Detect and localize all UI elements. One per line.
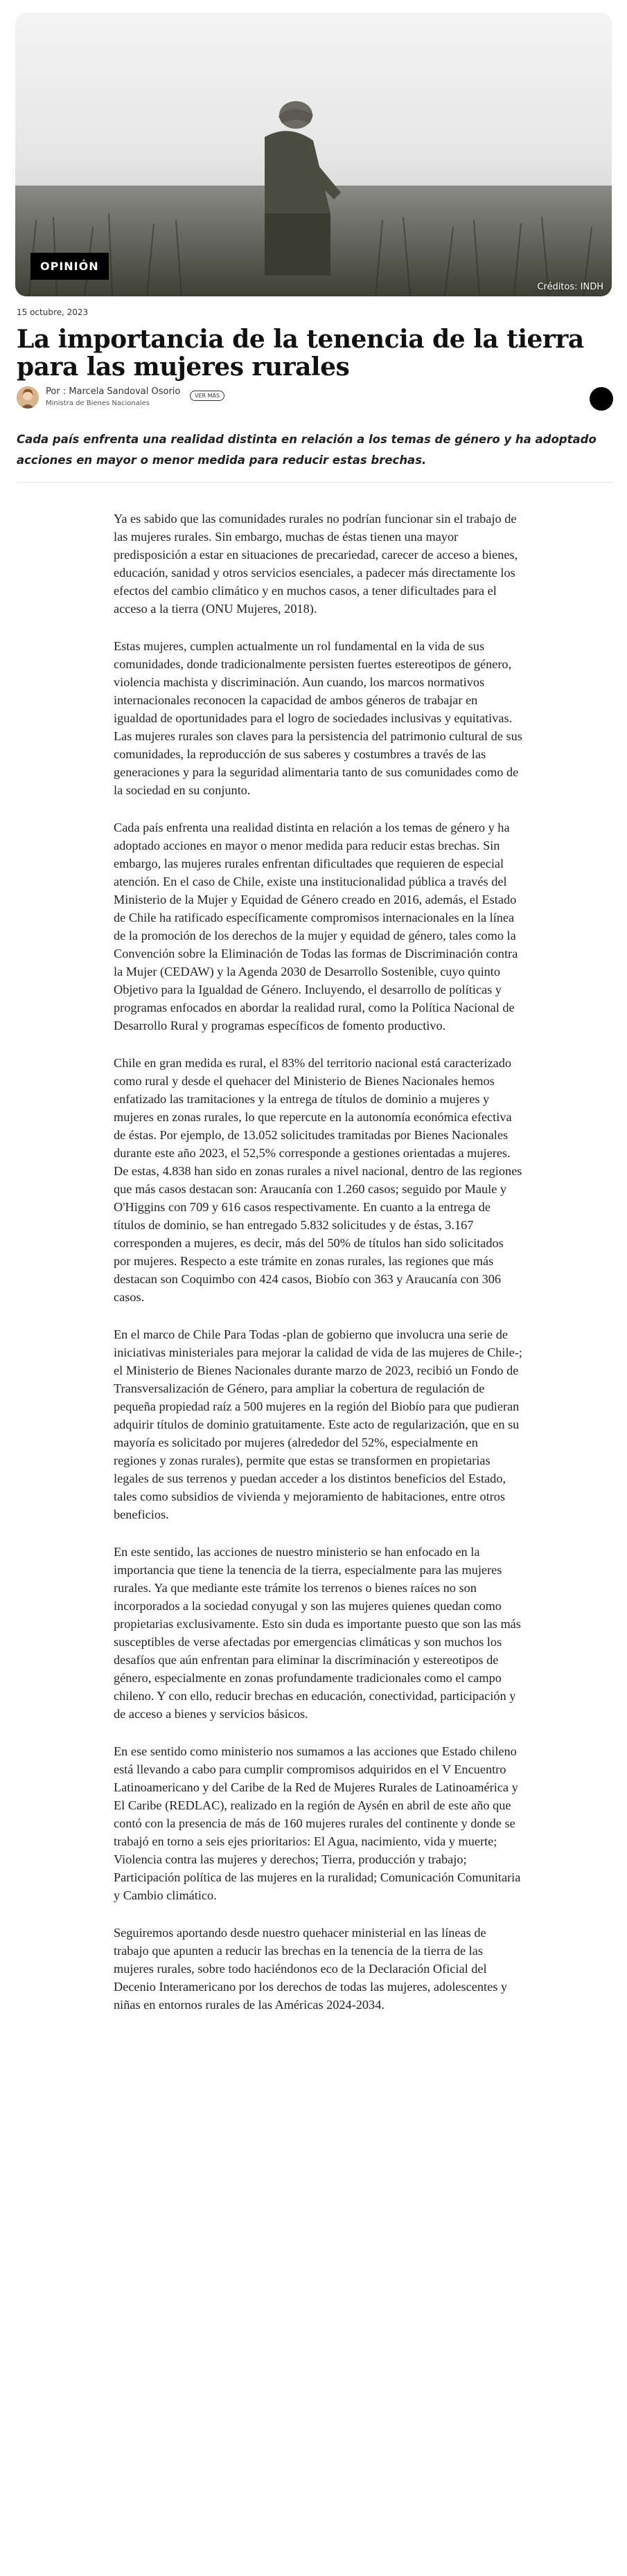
article-paragraph: Cada país enfrenta una realidad distinta en relación a los temas de género y ha adoptado acciones en mayor o menor medida para reducir estas brechas. Sin embargo, las mujeres rurales enfrentan dificultades que requieren de especial atención. En el caso de Chile, existe una institucionalidad pública a través del Ministerio de la Mujer y Equidad de Género creado en 2016, además, el Estado de Chile ha ratificado específicamente compromisos internacionales en la línea de la promoción de los derechos de la mujer y equidad de género, tales como la Convención sobre la Eliminación de Todas las formas de Discriminación contra la Mujer (CEDAW) y la Agenda 2030 de Desarrollo Sostenible, cuyo quinto Objetivo para la Igualdad de Género. Incluyendo, el desarrollo de políticas y programas enfocados en abordar la realidad rural, como la Política Nacional de Desarrollo Rural y programas específicos de fomento productivo. — [114, 821, 518, 1032]
article-paragraph: En este sentido, las acciones de nuestro ministerio se han enfocado en la importancia que tiene la tenencia de la tierra, especialmente para las mujeres rurales. Ya que mediante este trámite los terrenos o bienes raíces no son incorporados a la sociedad conyugal y son las mujeres quienes quedan como propietarias exclusivamente. Esto sin duda es importante puesto que son las más susceptibles de verse afectadas por emergencias climáticas y son muchos los desafíos que aún enfrentan para eliminar la discriminación y estereotipos de género, especialmente en zonas profundamente tradicionales como el campo chileno. Y con ello, reducir brechas en educación, conectividad, participación y de acceso a bienes y servicios básicos. — [114, 1545, 521, 1721]
see-more-button[interactable]: VER MÁS — [190, 391, 224, 401]
publish-date: 15 octubre, 2023 — [17, 307, 89, 317]
author-row — [17, 385, 613, 413]
divider — [17, 482, 613, 483]
author-info — [46, 386, 180, 407]
article-paragraph: Estas mujeres, cumplen actualmente un rol fundamental en la vida de sus comunidades, donde tradicionalmente persisten fuertes estereotipos de género, violencia machista y discriminación. Aun cuando, los marcos normativos internacionales reconocen la capacidad de ambos géneros de trabajar en igualdad de oportunidades para el logro de sociedades inclusivas y equitativas. Las mujeres rurales son claves para la persistencia del patrimonio cultural de sus comunidades, la reproducción de sus saberes y costumbres a través de las generaciones y para la seguridad alimentaria tanto de sus comunidades como de la sociedad en su conjunto. — [114, 639, 522, 797]
category-badge[interactable]: OPINIÓN — [30, 253, 109, 280]
hero-image — [15, 12, 612, 296]
author-role: Ministra de Bienes Nacionales — [46, 400, 150, 407]
article-body — [114, 510, 522, 2033]
article-paragraph: Chile en gran medida es rural, el 83% del territorio nacional está caracterizado como rural y desde el quehacer del Ministerio de Bienes Nacionales hemos enfatizado las tramitaciones y la entrega de títulos de dominio a mujeres y mujeres en zonas rurales, lo que repercute en la autonomía económica efectiva de éstas. Por ejemplo, de 13.052 solicitudes tramitadas por Bienes Nacionales durante este año 2023, el 52,5% corresponde a gestiones orientadas a mujeres. De estas, 4.838 han sido en zonas rurales a nivel nacional, dentro de las regiones que más casos destacan son: Araucanía con 1.260 casos; seguido por Maule y O'Higgins con 709 y 616 casos respectivamente. En cuanto a la entrega de títulos de dominio, se han entregado 5.832 solicitudes y de éstas, 3.167 corresponden a mujeres, es decir, más del 50% de títulos han sido solicitados por mujeres. Respecto a este trámite en zonas rurales, las regiones que más destacan son Coquimbo con 424 casos, Biobío con 363 y Araucanía con 306 casos. — [114, 1056, 522, 1304]
author-avatar — [17, 386, 39, 409]
article-paragraph: Seguiremos aportando desde nuestro quehacer ministerial en las líneas de trabajo que apunten a reducir las brechas en la tenencia de la tierra de las mujeres rurales, sobre todo haciéndonos eco de la Declaración Oficial del Decenio Interamericano por los derechos de todas las mujeres, adolescentes y niñas en entornos rurales de las Américas 2024-2034. — [114, 1926, 508, 2012]
article-lead: Cada país enfrenta una realidad distinta en relación a los temas de género y ha adoptado acciones en mayor o menor medida para reducir estas brechas. — [17, 433, 597, 467]
article-paragraph: En el marco de Chile Para Todas -plan de gobierno que involucra una serie de iniciativas ministeriales para mejorar la calidad de vida de las mujeres de Chile-; el Ministerio de Bienes Nacionales durante marzo de 2023, recibió un Fondo de Transversalización de Género, para ampliar la cobertura de regulación de pequeña propiedad raíz a 500 mujeres en la región del Biobío para que pudieran adquirir títulos de dominio gratuitamente. Este acto de regularización, que en su mayoría es solicitado por mujeres (alrededor del 52%, especialmente en regiones y zonas rurales), permite que estas se transformen en propietarias legales de sus terrenos y puedan acceder a los distintos beneficios del Estado, tales como subsidios de vivienda y mejoramiento de habitaciones, entre otros beneficios. — [114, 1327, 522, 1521]
article-title: La importancia de la tenencia de la tierra para las mujeres rurales — [17, 325, 584, 382]
share-button[interactable] — [590, 387, 613, 411]
article-paragraph: En ese sentido como ministerio nos sumamos a las acciones que Estado chileno está llevando a cabo para cumplir compromisos adquiridos en el V Encuentro Latinoamericano y del Caribe de la Red de Mujeres Rurales de Latinoamérica y El Caribe (REDLAC), realizado en la región de Aysén en abril de este año que contó con la presencia de más de 160 mujeres rurales del continente y donde se trabajó en torno a seis ejes prioritarios: El Agua, nacimiento, vida y muerte; Violencia contra las mujeres y derechos; Tierra, producción y trabajo; Participación política de las mujeres en la ruralidad; Comunicación Comunitaria y Cambio climático. — [114, 1744, 521, 1902]
article-paragraph: Ya es sabido que las comunidades rurales no podrían funcionar sin el trabajo de las mujeres rurales. Sin embargo, muchas de éstas tienen una mayor predisposición a estar en situaciones de precariedad, carecer de acceso a bienes, educación, sanidad y otros servicios esenciales, a padecer más directamente los efectos del cambio climático y en muchos casos, a tener dificultades para el acceso a la tierra (ONU Mujeres, 2018). — [114, 512, 518, 616]
photo-credit: Créditos: INDH — [537, 282, 603, 292]
author-name[interactable]: Por : Marcela Sandoval Osorio — [46, 386, 181, 397]
